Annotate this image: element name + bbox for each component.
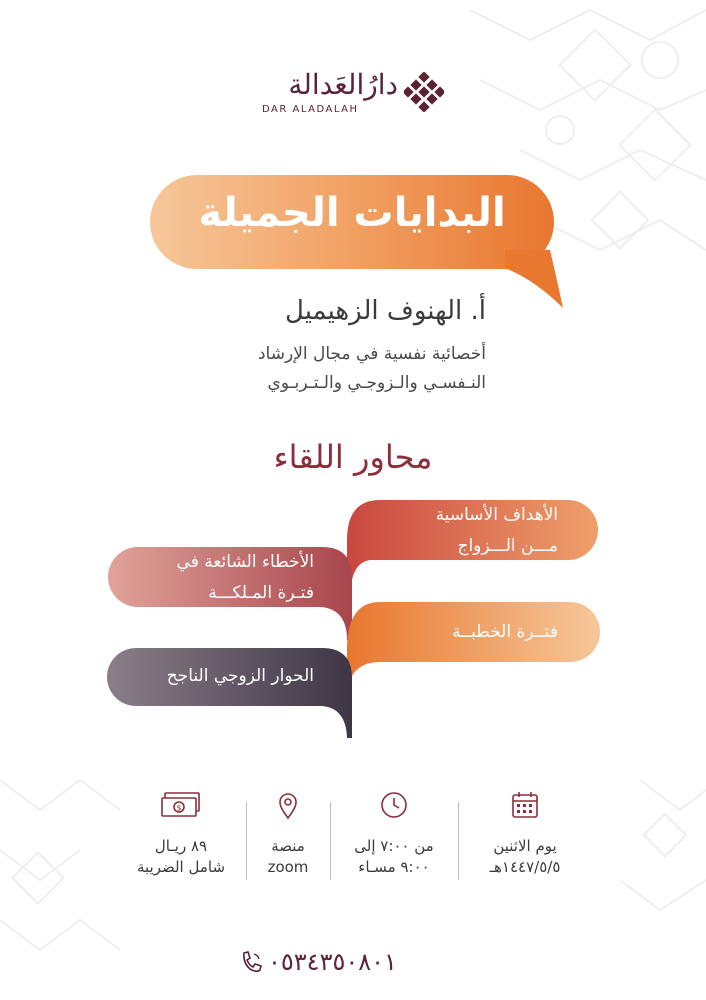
info-divider [246, 802, 247, 880]
phone-icon [240, 950, 262, 974]
topic-3-line-1: فتــرة الخطبــة [452, 622, 558, 642]
topic-4-line-1: الحوار الزوجي الناجح [166, 666, 314, 686]
logo-arabic-wordmark: دارُالعَدالة [288, 68, 398, 101]
time-end: ٩:٠٠ مسـاء [358, 858, 430, 876]
topic-3-text [452, 617, 558, 648]
clock-icon [379, 790, 409, 820]
price-note: شامل الضريبة [136, 858, 226, 876]
info-time [340, 790, 448, 878]
time-start: من ٧:٠٠ إلى [354, 837, 434, 855]
info-price [126, 790, 236, 878]
topic-1-line-2: مـــن الـــزواج [457, 536, 558, 556]
platform-label: منصة [271, 837, 305, 855]
topic-2-line-1: الأخطاء الشائعة في [176, 552, 314, 572]
topic-1-line-1: الأهداف الأساسية [435, 505, 558, 525]
date-value: ١٤٤٧/٥/٥هـ [489, 858, 561, 876]
speaker-bio-line-1: أخصائية نفسية في مجال الإرشاد [257, 344, 486, 364]
info-divider [330, 802, 331, 880]
calendar-icon [510, 790, 540, 820]
phone-number: ٠٥٣٤٣٥٠٨٠١ [268, 948, 397, 976]
topic-2-line-2: فتـرة المـلكـــة [208, 583, 314, 603]
topic-2-text [177, 547, 314, 609]
info-date [470, 790, 580, 878]
topic-4-text [167, 661, 314, 692]
svg-text:$: $ [176, 803, 182, 813]
section-heading: محاور اللقاء [273, 438, 433, 476]
banknote-icon [159, 790, 203, 820]
speaker-bio-line-2: النـفسـي والـزوجـي والـتـربـوي [267, 373, 486, 393]
platform-name: zoom [267, 858, 309, 876]
info-platform [250, 790, 326, 878]
location-pin-icon [273, 790, 303, 820]
speaker-name: أ. الهنوف الزهيميل [285, 296, 486, 326]
info-divider [458, 802, 459, 880]
price-amount: ٨٩ ريـال [154, 837, 208, 855]
topic-1-text [436, 500, 558, 562]
logo-english-wordmark: DAR ALADALAH [262, 104, 359, 115]
event-title: البدايات الجميلة [198, 190, 506, 236]
date-day: يوم الاثنين [493, 837, 557, 855]
